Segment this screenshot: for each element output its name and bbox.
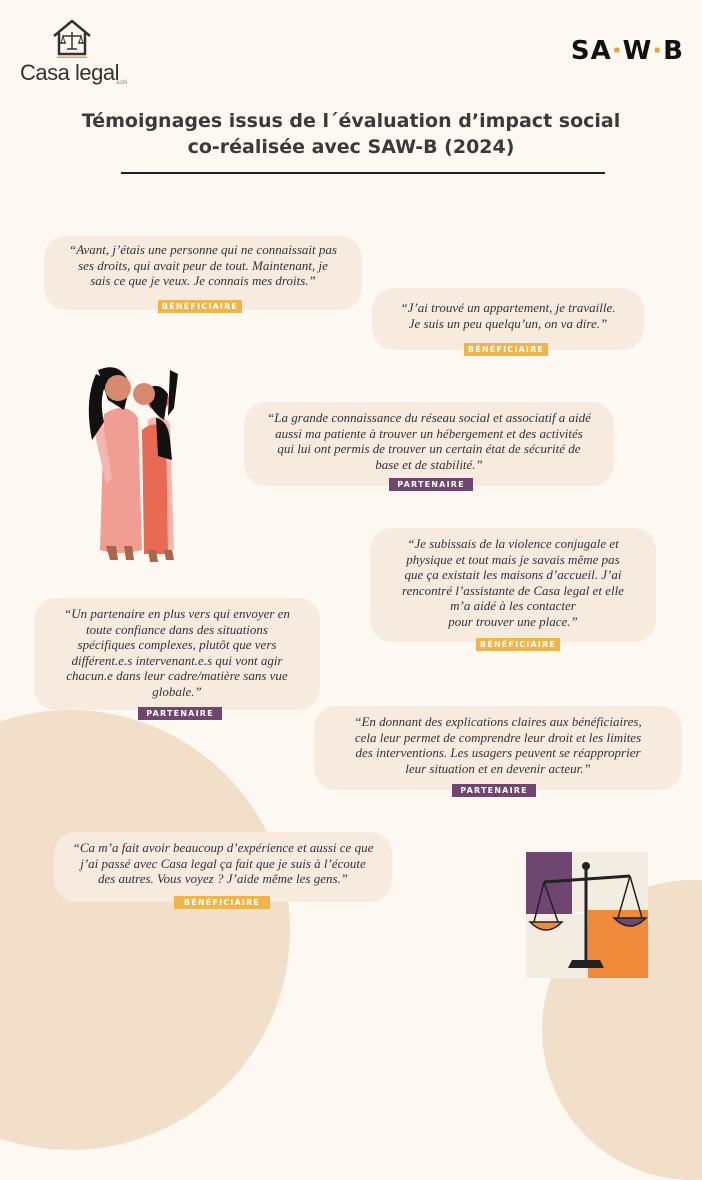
testimonial-line: rencontré l’assistante de Casa legal et elle [402,582,624,598]
decorative-blob-left [0,710,290,1150]
title-divider [121,172,605,174]
testimonial-line: “Ca m’a fait avoir beaucoup d’expérience et aussi ce que [72,840,374,855]
testimonial-bubble [34,598,320,710]
testimonial-line: toute confiance dans des situations [86,621,268,637]
testimonial-line: base et de stabilité.” [375,456,483,472]
title-line-2: co-réalisée avec SAW-B (2024) [187,136,515,158]
sawb-logo: SA·W·B [570,36,684,66]
beneficiaire-tag: BÉNÉFICIAIRE [158,300,242,313]
testimonial-line: pour trouver une place.” [448,613,578,629]
beneficiaire-tag: BÉNÉFICIAIRE [476,638,560,651]
testimonial-line: sais ce que je veux. Je connais mes droits.” [90,273,316,288]
testimonial-line: “La grande connaissance du réseau social et associatif a aidé [267,410,591,425]
testimonial-line: spécifiques complexes, plutôt que vers [77,637,277,652]
testimonial-line: cela leur permet de comprendre leur droit et les limites [354,729,642,745]
testimonial-line: des autres. Vous voyez ? J’aide même les gens.” [97,871,349,886]
title-line-1: Témoignages issus de l´évaluation d’impact social [81,110,621,132]
partenaire-tag: PARTENAIRE [138,707,222,720]
testimonial-line: “J’ai trouvé un appartement, je travaille. [400,300,616,315]
page-title [0,108,702,160]
testimonial-line: aussi ma patiente à trouver un hébergement et des activités [275,425,583,441]
testimonial-line: m’a aidé à les contacter [450,598,576,613]
casa-legal-name: Casa legal [20,60,119,85]
casa-legal-sub: asbl [116,80,128,86]
testimonial-line: différent.e.s intervenant.e.s qui vont agir [71,652,283,668]
women-group-illustration [78,360,190,566]
testimonial-line: ses droits, qui avait peur de tout. Maintenant, je [78,257,328,273]
testimonial-bubble [370,528,656,642]
testimonial-bubble [44,236,362,310]
testimonial-bubble [314,706,682,790]
beneficiaire-tag: BÉNÉFICIAIRE [464,343,548,356]
testimonial-line: “Avant, j’étais une personne qui ne connaissait pas [69,242,337,257]
testimonial-line: chacun.e dans leur cadre/matière sans vue [66,668,288,683]
testimonial-line: j’ai passé avec Casa legal ça fait que je suis à l’écoute [80,855,366,871]
testimonial-bubble [54,832,392,902]
testimonial-line: leur situation et en devenir acteur.” [405,760,591,776]
casa-legal-logo [20,18,130,88]
testimonial-bubble [244,402,614,486]
partenaire-tag: PARTENAIRE [452,784,536,797]
justice-scale-illustration [526,852,648,978]
testimonial-line: des interventions. Les usagers peuvent se réapproprier [355,745,641,760]
testimonial-line: “Un partenaire en plus vers qui envoyer en [64,606,290,621]
testimonial-bubble [372,288,644,350]
beneficiaire-tag: BÉNÉFICIAIRE [174,896,270,909]
house-scale-icon [50,18,94,58]
testimonial-line: que ça existait les maisons d’accueil. J’ai [404,567,622,582]
testimonial-line: “En donnant des explications claires aux bénéficiaires, [354,714,642,729]
testimonial-line: physique et tout mais je savais même pas [406,551,620,567]
testimonial-line: “Je subissais de la violence conjugale et [407,536,619,551]
testimonial-line: qui lui ont permis de trouver un certain état de sécurité de [277,441,581,456]
testimonial-line: Je suis un peu quelqu’un, on va dire.” [408,315,608,331]
testimonial-line: globale.” [152,683,202,699]
partenaire-tag: PARTENAIRE [389,478,473,491]
